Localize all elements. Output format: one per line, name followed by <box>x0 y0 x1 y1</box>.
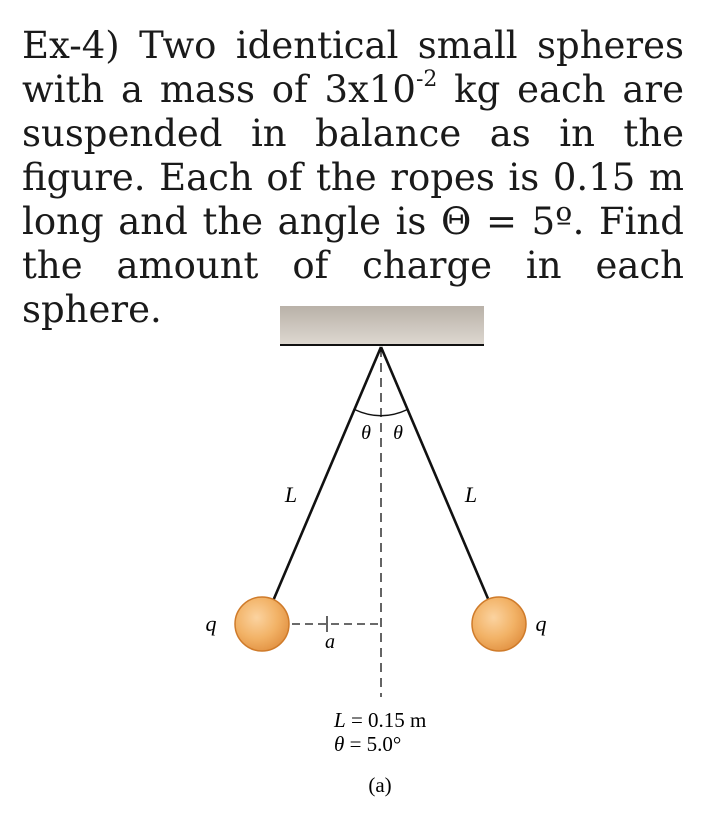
sphere-right <box>472 597 526 651</box>
given-angle-text: θ = 5.0° <box>334 732 402 756</box>
theta-right-label: θ <box>393 422 403 444</box>
mass-exponent: -2 <box>415 67 438 92</box>
charge-right-label: q <box>535 611 547 636</box>
sphere-left <box>235 597 289 651</box>
rope-left-length-label: L <box>284 482 298 507</box>
problem-text-part2: kg each are suspended in balance as in the figure. Each of the ropes is 0.15 m long and the angle is Θ = 5º. Find the amount of charge in each sphere. <box>22 68 684 331</box>
distance-a-label: a <box>325 631 335 653</box>
theta-left-label: θ <box>361 422 371 444</box>
ceiling-support <box>280 306 484 345</box>
rope-right-length-label: L <box>464 482 478 507</box>
given-length-text: L = 0.15 m <box>334 708 427 732</box>
figure-caption: (a) <box>368 773 392 797</box>
problem-text-part1: Ex-4) Two identical small spheres with a mass of 3x10 <box>22 24 684 111</box>
rope-right <box>381 347 489 601</box>
charge-left-label: q <box>205 611 217 636</box>
rope-left <box>273 347 381 601</box>
